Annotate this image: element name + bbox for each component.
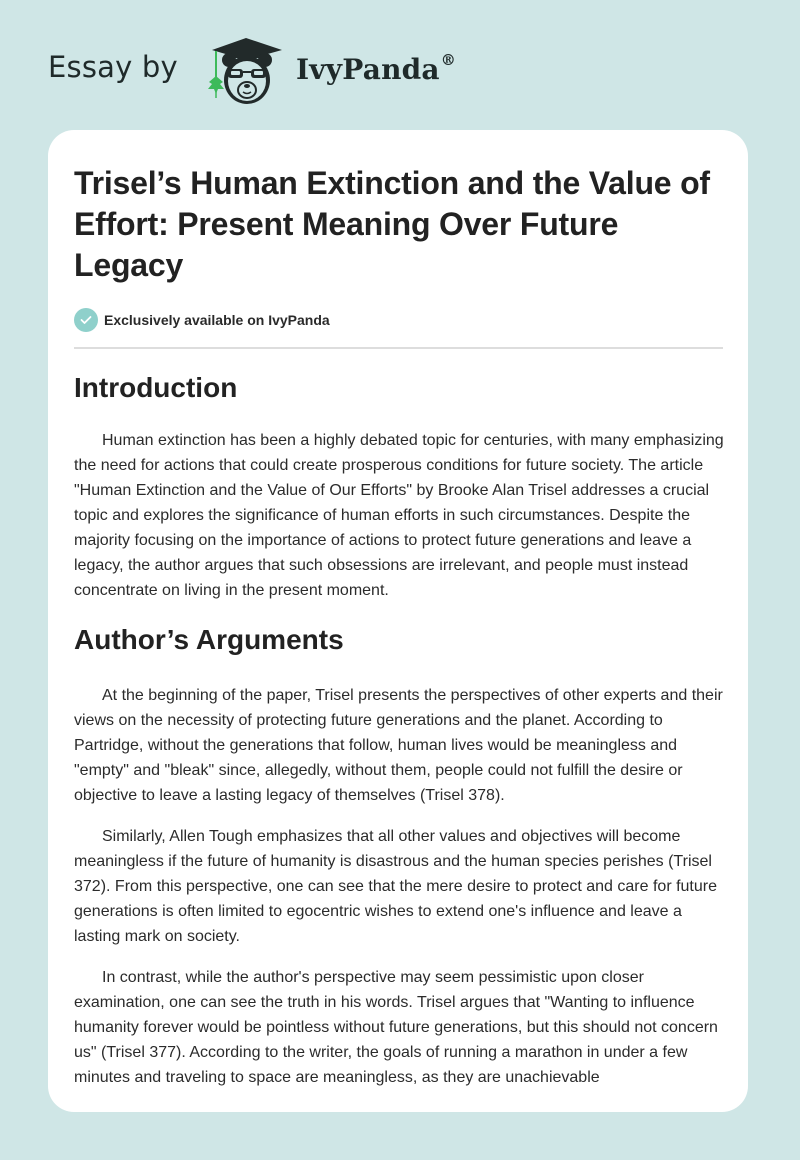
brand-name: IvyPanda [296,53,440,86]
paragraph: In contrast, while the author's perspective may seem pessimistic upon closer examination, one can see the truth in his words. Trisel argues that "Wanting to influence humanity forever would be pointless without future generations, but this should not concern us" (Trisel 377). According to the writer, the goals of running a marathon in under a few minutes and traveling to space are meaningless, as they are unachievable [74,969,718,1086]
registered-mark: ® [440,50,456,69]
panda-graduation-cap-icon[interactable] [202,36,292,108]
paragraph: Human extinction has been a highly debated topic for centuries, with many emphasizing the need for actions that could create prosperous conditions for future society. The article "Human Extinction and the Value of Our Efforts" by Brooke Alan Trisel addresses a crucial topic and explores the significance of human efforts in such circumstances. Despite the majority focusing on the importance of actions to protect future generations and leave a legacy, the author argues that such obsessions are irrelevant, and people must instead concentrate on living in the present moment. [74,432,724,599]
brand-logo-text[interactable] [296,50,456,86]
exclusive-badge [74,308,722,332]
essay-card [48,130,748,1112]
exclusive-badge-text: Exclusively available on IvyPanda [104,312,330,328]
section-introduction [74,371,722,603]
site-header [0,0,800,130]
paragraph: Similarly, Allen Tough emphasizes that all other values and objectives will become meaningless if the future of humanity is disastrous and the human species perishes (Trisel 372). From this perspective, one can see that the mere desire to protect and care for future generations is often limited to egocentric wishes to extend one's influence and leave a lasting mark on society. [74,828,717,945]
paragraph: At the beginning of the paper, Trisel presents the perspectives of other experts and their views on the necessity of protecting future generations and the planet. According to Partridge, without the generations that follow, human lives would be meaningless and "empty" and "bleak" since, allegedly, without them, people could not fulfill the desire or objective to leave a lasting legacy of themselves (Trisel 378). [74,687,723,804]
divider [74,347,723,349]
section-heading-authors-arguments: Author’s Arguments [74,624,344,655]
check-circle-icon [74,308,98,332]
essay-title: Trisel’s Human Extinction and the Value of Effort: Present Meaning Over Future Legacy [74,165,710,283]
section-authors-arguments [74,623,722,1090]
section-heading-introduction: Introduction [74,372,238,403]
essay-by-label: Essay by [48,50,178,84]
